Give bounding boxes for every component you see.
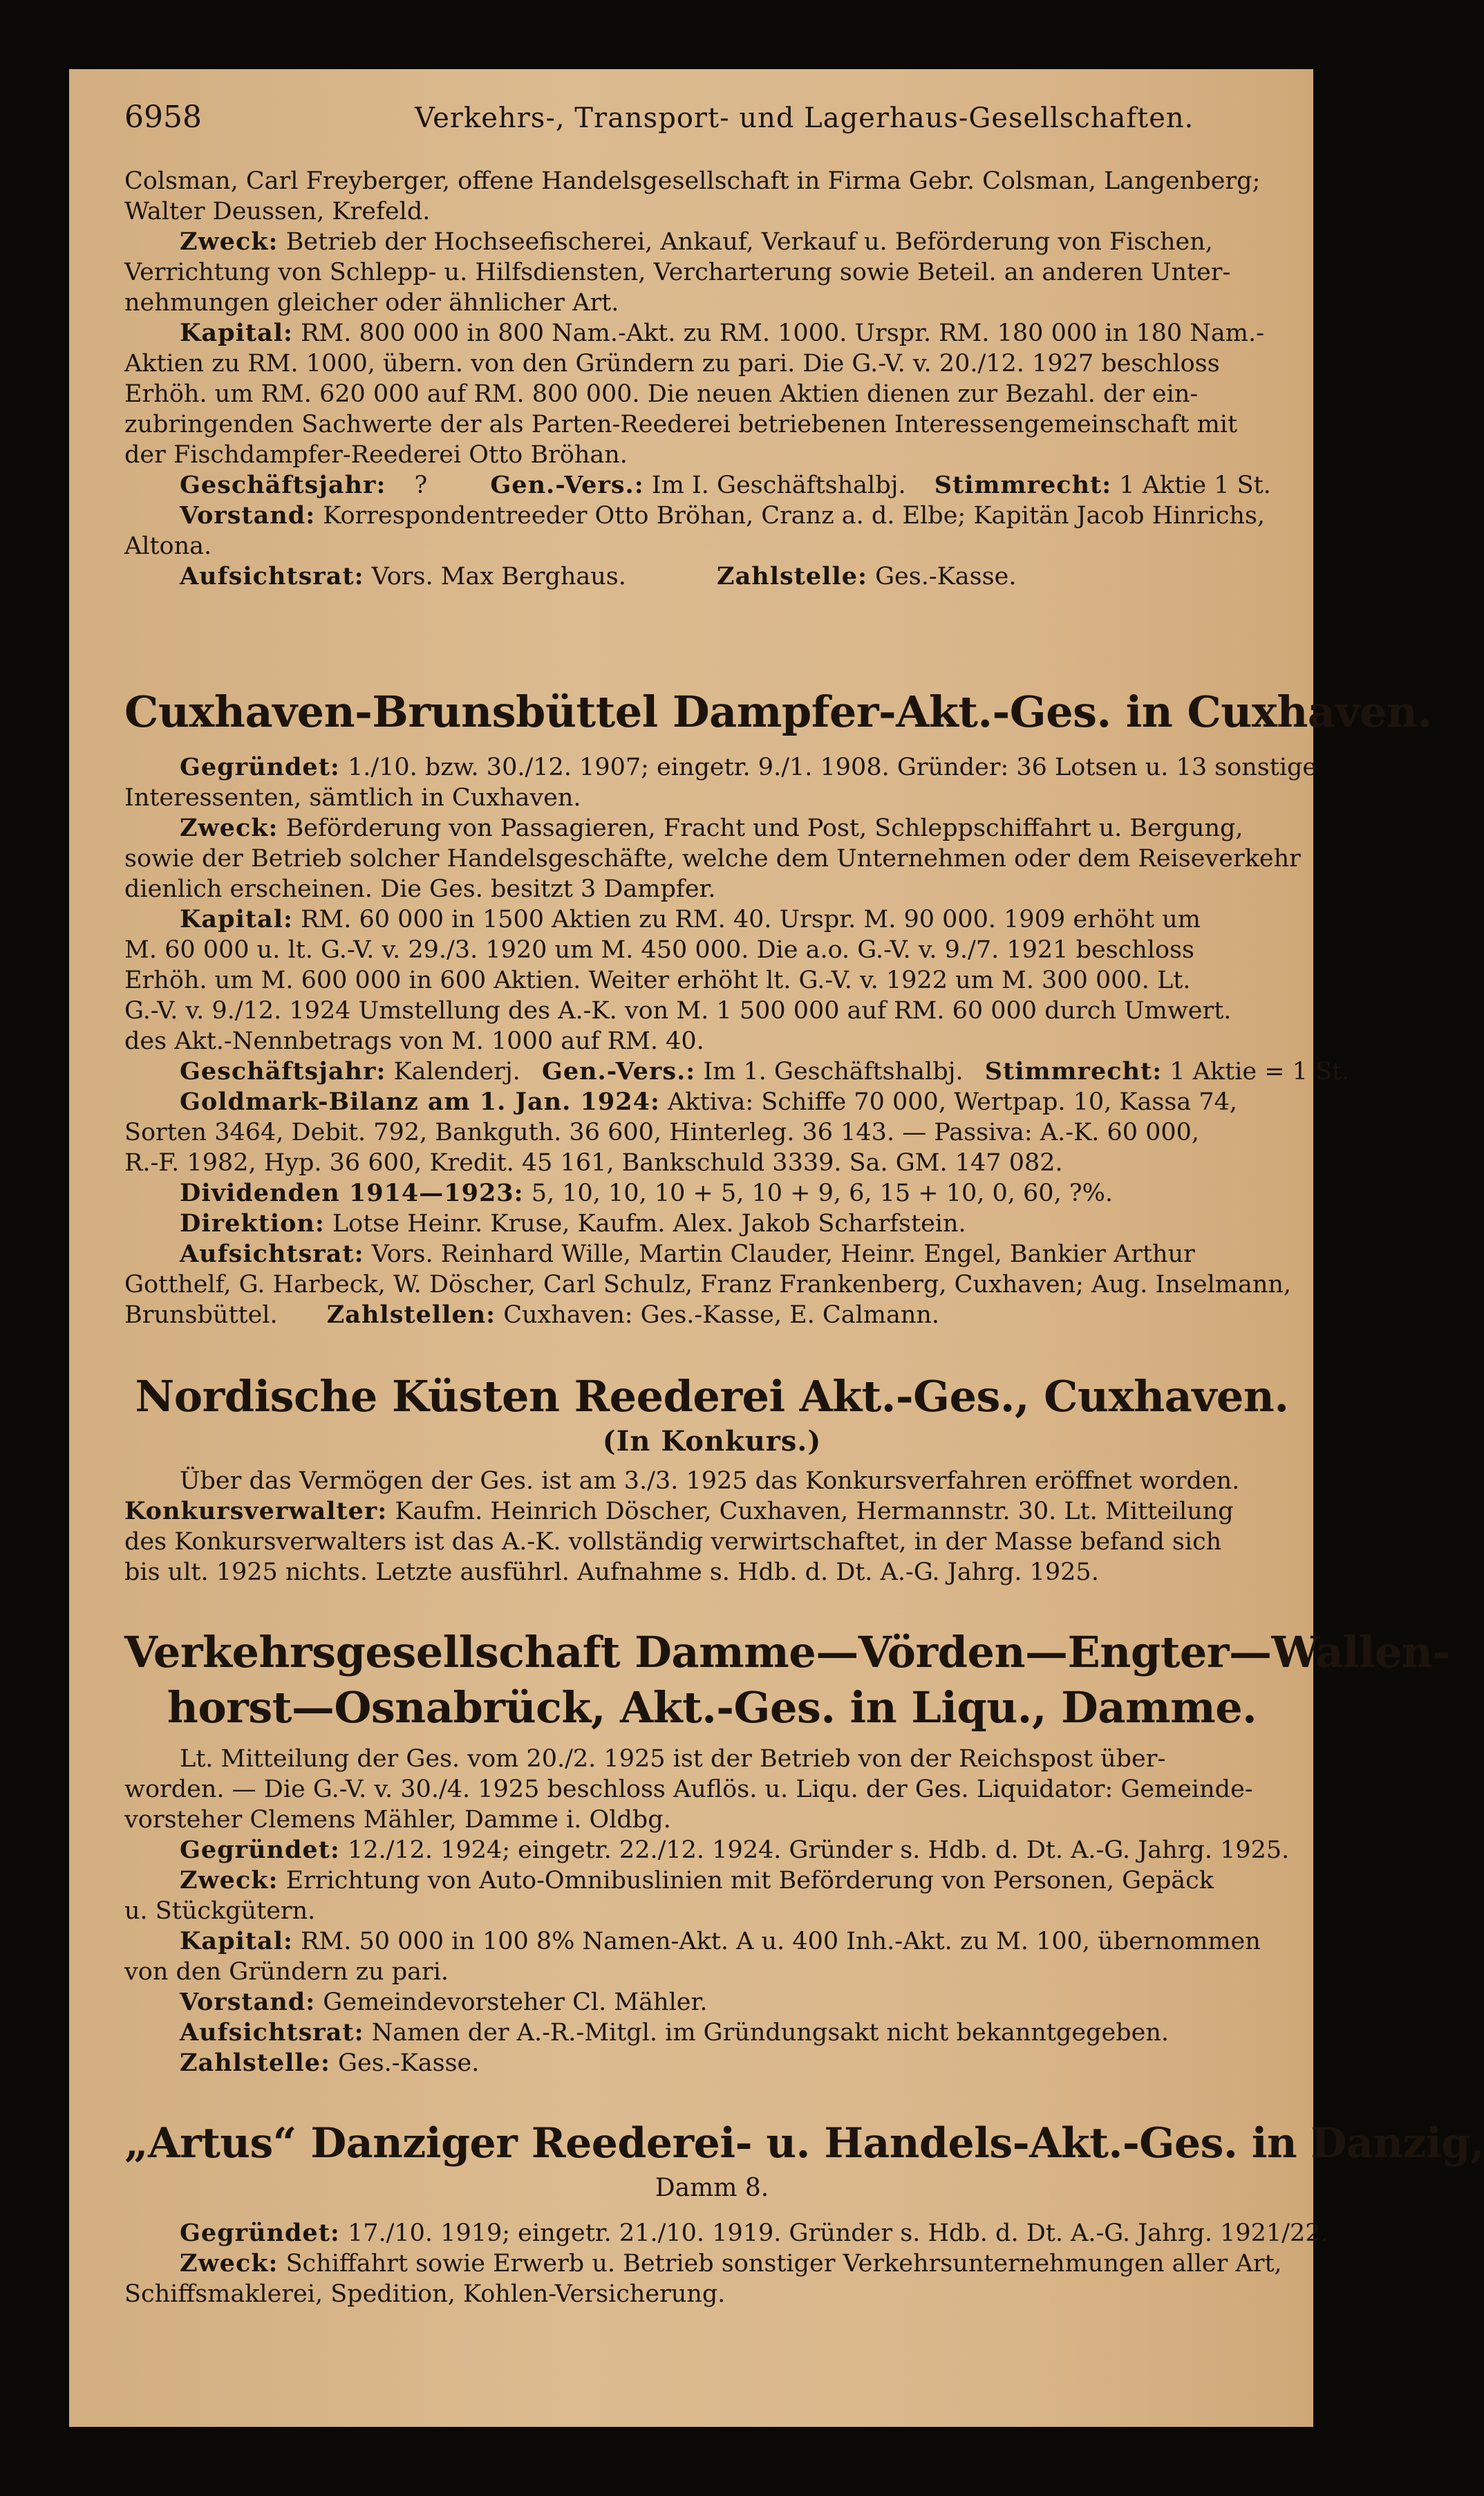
zahlstelle-label: Zahlstelle:: [180, 2049, 330, 2077]
text-line: sowie der Betrieb solcher Handelsgeschäfte, welche dem Unternehmen oder dem Reiseverkehr: [124, 845, 1301, 873]
zahlstellen-value: Cuxhaven: Ges.-Kasse, E. Calmann.: [503, 1301, 940, 1329]
text-line: zubringenden Sachwerte der als Parten-Reederei betriebenen Interessengemeinschaft mit: [124, 411, 1238, 438]
konkursverwalter-text: Kaufm. Heinrich Döscher, Cuxhaven, Hermannstr. 30. Lt. Mitteilung: [395, 1498, 1234, 1525]
zweck-text: Errichtung von Auto-Omnibuslinien mit Beförderung von Personen, Gepäck: [285, 1867, 1214, 1894]
kapital-line: [124, 1926, 1299, 1957]
bilanz-text: Aktiva: Schiffe 70 000, Wertpap. 10, Kassa 74,: [668, 1088, 1238, 1116]
kapital-line: [124, 904, 1299, 935]
text-line: vorsteher Clemens Mähler, Damme i. Oldbg.: [124, 1806, 671, 1834]
stimmrecht-label: Stimmrecht:: [934, 471, 1112, 499]
geschaeftsjahr-line: [124, 470, 1299, 501]
text-line: des Akt.-Nennbetrags von M. 1000 auf RM. 40.: [124, 1027, 704, 1055]
gegruendet-label: Gegründet:: [180, 1836, 340, 1864]
kapital-label: Kapital:: [180, 1927, 293, 1955]
aufsichtsrat-line: [124, 561, 1299, 592]
text-line: Verrichtung von Schlepp- u. Hilfsdiensten, Vercharterung sowie Beteil. an anderen Unter-: [124, 259, 1231, 286]
company-title: Cuxhaven-Brunsbüttel Dampfer-Akt.-Ges. in Cuxhaven.: [124, 687, 1432, 737]
zahlstelle-line: [124, 2048, 1299, 2078]
text-line: Über das Vermögen der Ges. ist am 3./3. 1925 das Konkursverfahren eröffnet worden.: [180, 1467, 1240, 1495]
genvers-label: Gen.-Vers.:: [541, 1057, 696, 1086]
zahlstelle-value: Ges.-Kasse.: [338, 2049, 480, 2077]
text-line: Colsman, Carl Freyberger, offene Handelsgesellschaft in Firma Gebr. Colsman, Langenberg;: [124, 167, 1261, 195]
kapital-text: RM. 60 000 in 1500 Aktien zu RM. 40. Urspr. M. 90 000. 1909 erhöht um: [301, 906, 1201, 933]
stimmrecht-value: 1 Aktie = 1 St.: [1170, 1058, 1350, 1086]
entry-cuxhaven-brunsbuettel: [124, 684, 1432, 1330]
text-line: Aktien zu RM. 1000, übern. von den Gründern zu pari. Die G.-V. v. 20./12. 1927 beschloss: [124, 350, 1220, 378]
gegruendet-label: Gegründet:: [180, 753, 340, 781]
dividenden-label: Dividenden 1914—1923:: [180, 1179, 524, 1207]
zweck-text: Beförderung von Passagieren, Fracht und Post, Schleppschiffahrt u. Bergung,: [285, 814, 1243, 842]
vorstand-value: Gemeindevorsteher Cl. Mähler.: [323, 1989, 708, 2016]
zahlstelle-value: Ges.-Kasse.: [875, 563, 1017, 590]
genvers-value: Im I. Geschäftshalbj.: [651, 472, 906, 499]
bilanz-label: Goldmark-Bilanz am 1. Jan. 1924:: [180, 1088, 660, 1116]
gegruendet-value: 12./12. 1924; eingetr. 22./12. 1924. Gründer s. Hdb. d. Dt. A.-G. Jahrg. 1925.: [347, 1836, 1290, 1864]
aufsichtsrat-text: Vors. Reinhard Wille, Martin Clauder, Heinr. Engel, Bankier Arthur: [371, 1240, 1195, 1268]
zweck-label: Zweck:: [180, 1866, 279, 1894]
vorstand-text: Korrespondentreeder Otto Bröhan, Cranz a. d. Elbe; Kapitän Jacob Hinrichs,: [323, 502, 1266, 530]
direktion-value: Lotse Heinr. Kruse, Kaufm. Alex. Jakob Scharfstein.: [332, 1210, 966, 1238]
aufsichtsrat-label: Aufsichtsrat:: [180, 562, 364, 590]
geschaeftsjahr-line: [124, 1056, 1350, 1087]
document-page: [69, 69, 1484, 2427]
entry-nordische-kuesten: [124, 1369, 1299, 1587]
vorstand-label: Vorstand:: [180, 501, 316, 530]
company-address: Damm 8.: [655, 2174, 769, 2202]
zweck-label: Zweck:: [180, 227, 279, 256]
page-number: 6958: [124, 100, 202, 135]
direktion-line: [124, 1209, 1299, 1239]
gegruendet-line: [124, 1835, 1299, 1865]
gegruendet-label: Gegründet:: [180, 2219, 340, 2247]
bilanz-line: [124, 1087, 1299, 1117]
zweck-text: Betrieb der Hochseefischerei, Ankauf, Verkauf u. Beförderung von Fischen,: [285, 228, 1213, 256]
text-line: worden. — Die G.-V. v. 30./4. 1925 beschloss Auflös. u. Liqu. der Ges. Liquidator: Gemeinde-: [124, 1776, 1253, 1803]
geschaeftsjahr-value: ?: [414, 472, 428, 499]
text-line: nehmungen gleicher oder ähnlicher Art.: [124, 289, 619, 317]
vorstand-label: Vorstand:: [180, 1988, 316, 2016]
zweck-label: Zweck:: [180, 814, 279, 842]
text-line: Sorten 3464, Debit. 792, Bankguth. 36 600, Hinterleg. 36 143. — Passiva: A.-K. 60 000,: [124, 1119, 1200, 1146]
konkurs-subtitle: (In Konkurs.): [602, 1425, 822, 1457]
text-line: Erhöh. um RM. 620 000 auf RM. 800 000. Die neuen Aktien dienen zur Bezahl. der ein-: [124, 380, 1199, 408]
konkursverwalter-line: [124, 1496, 1299, 1527]
kapital-text: RM. 50 000 in 100 8% Namen-Akt. A u. 400 Inh.-Akt. zu M. 100, übernommen: [301, 1928, 1261, 1955]
zweck-label: Zweck:: [180, 2249, 279, 2278]
text-fragment: Brunsbüttel.: [124, 1301, 278, 1329]
stimmrecht-value: 1 Aktie 1 St.: [1119, 472, 1271, 499]
entry-artus-danziger-reederei: [124, 2116, 1484, 2309]
vorstand-line: [124, 501, 1299, 531]
aufsichtsrat-value: Namen der A.-R.-Mitgl. im Gründungsakt nicht bekanntgegeben.: [371, 2019, 1169, 2047]
gegruendet-text: 1./10. bzw. 30./12. 1907; eingetr. 9./1. 1908. Gründer: 36 Lotsen u. 13 sonstige: [347, 754, 1317, 781]
genvers-label: Gen.-Vers.:: [490, 471, 644, 499]
entry-colsman-continuation: [124, 166, 1299, 592]
aufsichtsrat-label: Aufsichtsrat:: [180, 2018, 364, 2047]
company-title-line2: horst—Osnabrück, Akt.-Ges. in Liqu., Damme.: [167, 1682, 1257, 1733]
text-line: des Konkursverwalters ist das A.-K. vollständig verwirtschaftet, in der Masse befand sich: [124, 1528, 1222, 1556]
zweck-text: Schiffahrt sowie Erwerb u. Betrieb sonstiger Verkehrsunternehmungen aller Art,: [285, 2250, 1282, 2278]
text-line: von den Gründern zu pari.: [124, 1958, 449, 1986]
text-line: M. 60 000 u. lt. G.-V. v. 29./3. 1920 um M. 450 000. Die a.o. G.-V. v. 9./7. 1921 beschloss: [124, 936, 1194, 964]
text-line: der Fischdampfer-Reederei Otto Bröhan.: [124, 441, 628, 469]
zweck-line: [124, 1865, 1299, 1896]
zweck-line: [124, 227, 1299, 257]
aufsichtsrat-line: [124, 1239, 1299, 1269]
text-line: R.-F. 1982, Hyp. 36 600, Kredit. 45 161, Bankschuld 3339. Sa. GM. 147 082.: [124, 1149, 1063, 1177]
text-line: u. Stückgütern.: [124, 1897, 316, 1925]
vorstand-line: [124, 1987, 1299, 2018]
entry-verkehrsgesellschaft-damme: [124, 1625, 1450, 2078]
geschaeftsjahr-label: Geschäftsjahr:: [180, 471, 386, 499]
text-line: bis ult. 1925 nichts. Letzte ausführl. Aufnahme s. Hdb. d. Dt. A.-G. Jahrg. 1925.: [124, 1558, 1099, 1586]
kapital-line: [124, 318, 1299, 348]
text-line: Schiffsmaklerei, Spedition, Kohlen-Versicherung.: [124, 2280, 726, 2308]
gegruendet-line: [124, 752, 1317, 783]
page-header: [124, 100, 1272, 148]
text-line: Interessenten, sämtlich in Cuxhaven.: [124, 784, 581, 812]
text-line: dienlich erscheinen. Die Ges. besitzt 3 Dampfer.: [124, 875, 716, 903]
aufsichtsrat-value: Vors. Max Berghaus.: [371, 563, 626, 590]
stimmrecht-label: Stimmrecht:: [984, 1057, 1163, 1086]
zweck-line: [124, 813, 1299, 844]
geschaeftsjahr-label: Geschäftsjahr:: [180, 1057, 386, 1086]
direktion-label: Direktion:: [180, 1209, 325, 1238]
gegruendet-line: [124, 2218, 1328, 2248]
genvers-value: Im 1. Geschäftshalbj.: [703, 1058, 964, 1086]
dividenden-line: [124, 1178, 1299, 1209]
kapital-label: Kapital:: [180, 905, 293, 933]
dividenden-value: 5, 10, 10, 10 + 5, 10 + 9, 6, 15 + 10, 0, 60, ?%.: [531, 1180, 1113, 1207]
zahlstellen-line: [124, 1300, 1299, 1330]
aufsichtsrat-label: Aufsichtsrat:: [180, 1240, 364, 1268]
text-line: Gotthelf, G. Harbeck, W. Döscher, Carl Schulz, Franz Frankenberg, Cuxhaven; Aug. Inselmann,: [124, 1271, 1292, 1298]
kapital-label: Kapital:: [180, 319, 293, 347]
konkursverwalter-label: Konkursverwalter:: [124, 1497, 388, 1525]
company-title-line1: Verkehrsgesellschaft Damme—Vörden—Engter—Wallen-: [124, 1627, 1450, 1677]
running-title: Verkehrs-, Transport- und Lagerhaus-Gesellschaften.: [415, 102, 1194, 134]
text-line: G.-V. v. 9./12. 1924 Umstellung des A.-K. von M. 1 500 000 auf RM. 60 000 durch Umwert.: [124, 997, 1232, 1025]
text-line: Erhöh. um M. 600 000 in 600 Aktien. Weiter erhöht lt. G.-V. v. 1922 um M. 300 000. Lt.: [124, 967, 1191, 994]
company-title: „Artus“ Danziger Reederei- u. Handels-Akt.-Ges. in Danzig,: [124, 2119, 1484, 2168]
zahlstellen-label: Zahlstellen:: [326, 1301, 496, 1329]
geschaeftsjahr-value: Kalenderj.: [393, 1058, 520, 1086]
zahlstelle-label: Zahlstelle:: [717, 562, 867, 590]
aufsichtsrat-line: [124, 2018, 1299, 2048]
zweck-line: [124, 2248, 1299, 2279]
text-line: Lt. Mitteilung der Ges. vom 20./2. 1925 ist der Betrieb von der Reichspost über-: [180, 1745, 1166, 1773]
gegruendet-value: 17./10. 1919; eingetr. 21./10. 1919. Gründer s. Hdb. d. Dt. A.-G. Jahrg. 1921/22.: [347, 2219, 1328, 2247]
text-line: Walter Deussen, Krefeld.: [124, 198, 431, 225]
text-line: Altona.: [124, 532, 212, 560]
kapital-text: RM. 800 000 in 800 Nam.-Akt. zu RM. 1000. Urspr. RM. 180 000 in 180 Nam.-: [301, 319, 1264, 347]
company-title: Nordische Küsten Reederei Akt.-Ges., Cuxhaven.: [135, 1371, 1289, 1422]
